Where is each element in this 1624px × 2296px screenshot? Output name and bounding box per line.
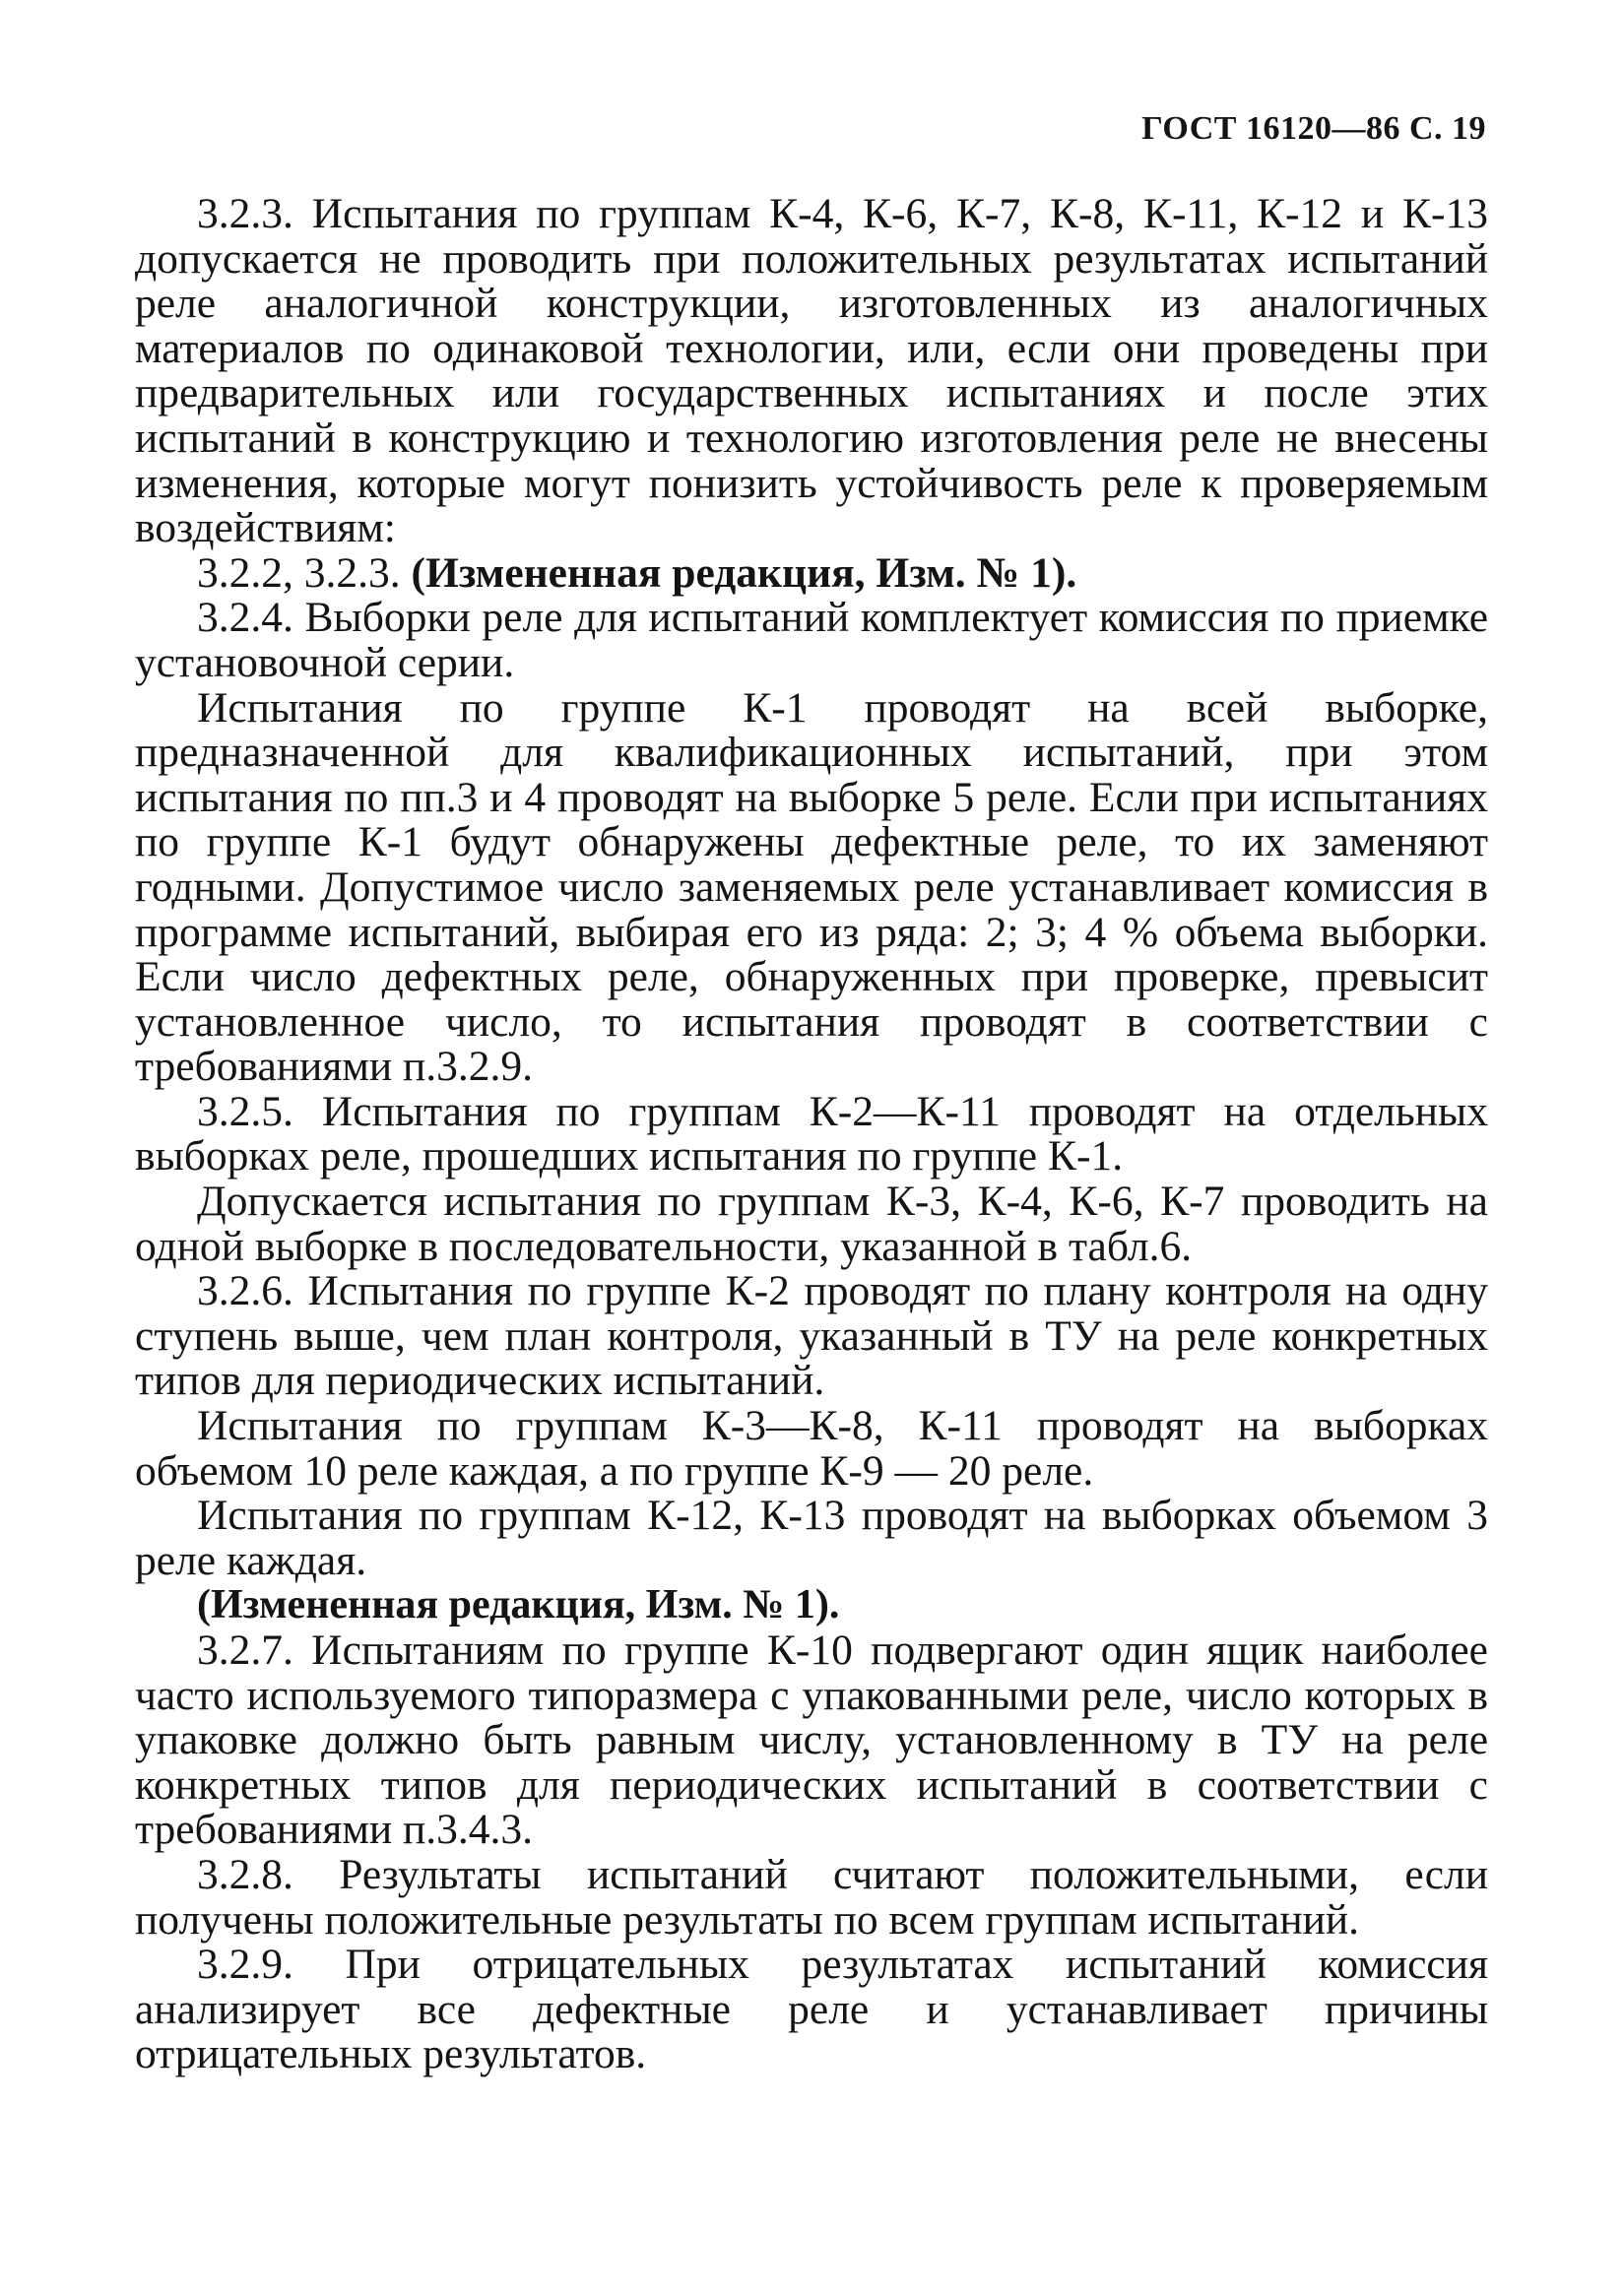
amendment-note <box>135 548 1488 597</box>
running-head: ГОСТ 16120—86 С. 19 <box>1141 110 1486 147</box>
paragraph-k1-tests: Испытания по группе К-1 проводят на всей выборке, предназначенной для квалификационных испытаний, при этом испытания по пп.3 и 4 проводят на выборке 5 реле. Если при испытаниях по группе К-1 будут обнаружены дефектные реле, то их заменяют годными. Допустимое число заменяемых реле устанавливает комиссия в программе испытаний, выбирая его из ряда: 2; 3; 4 % объема выборки. Если число дефектных реле, обнаруженных при проверке, превысит установленное число, то испытания проводят в соответствии с требованиями п.3.2.9. <box>135 683 1488 1091</box>
paragraph-k3-k8-tests: Испытания по группам К-3—К-8, К-11 проводят на выборках объемом 10 реле каждая, а по группе К-9 — 20 реле. <box>135 1402 1488 1495</box>
paragraph-3-2-9: 3.2.9. При отрицательных результатах испытаний комиссия анализирует все дефектные реле и устанавливает причины отрицательных результатов. <box>135 1941 1488 2078</box>
paragraph-3-2-8: 3.2.8. Результаты испытаний считают положительными, если получены положительные результаты по всем группам испытаний. <box>135 1850 1488 1944</box>
amendment-note-2: (Измененная редакция, Изм. № 1). <box>197 1582 840 1628</box>
paragraph-allowed-tests: Допускается испытания по группам К-3, К-4, К-6, К-7 проводить на одной выборке в последовательности, указанной в табл.6. <box>135 1178 1488 1270</box>
paragraph-3-2-7: 3.2.7. Испытаниям по группе К-10 подвергают один ящик наиболее часто используемого типоразмера с упакованными реле, число которых в упаковке должно быть равным числу, установленному в ТУ на реле конкретных типов для периодических испытаний в соответствии с требованиями п.3.4.3. <box>135 1626 1488 1854</box>
paragraph-3-2-5: 3.2.5. Испытания по группам К-2—К-11 проводят на отдельных выборках реле, прошедших испытания по группе К-1. <box>135 1087 1488 1180</box>
paragraph-3-2-3: 3.2.3. Испытания по группам К-4, К-6, К-7, К-8, К-11, К-12 и К-13 допускается не проводить при положительных результатах испытаний реле аналогичной конструкции, изготовленных из аналогичных материалов по одинаковой технологии, или, если они проведены при предварительных или государственных испытаниях и после этих испытаний в конструкцию и технологию изготовления реле не внесены изменения, которые могут понизить устойчивость реле к проверяемым воздействиям: <box>135 190 1488 552</box>
paragraph-3-2-6: 3.2.6. Испытания по группе К-2 проводят по плану контроля на одну ступень выше, чем план контроля, указанный в ТУ на реле конкретных типов для периодических испытаний. <box>135 1267 1488 1405</box>
paragraph-k12-k13-tests: Испытания по группам К-12, К-13 проводят на выборках объемом 3 реле каждая. <box>135 1492 1488 1584</box>
body-text <box>135 192 1488 2077</box>
amendment-label: (Измененная редакция, Изм. № 1). <box>411 548 1077 597</box>
paragraph-3-2-4: 3.2.4. Выборки реле для испытаний комплектует комиссия по приемке установочной серии. <box>135 594 1488 686</box>
amendment-refs: 3.2.2, 3.2.3. <box>197 548 401 597</box>
